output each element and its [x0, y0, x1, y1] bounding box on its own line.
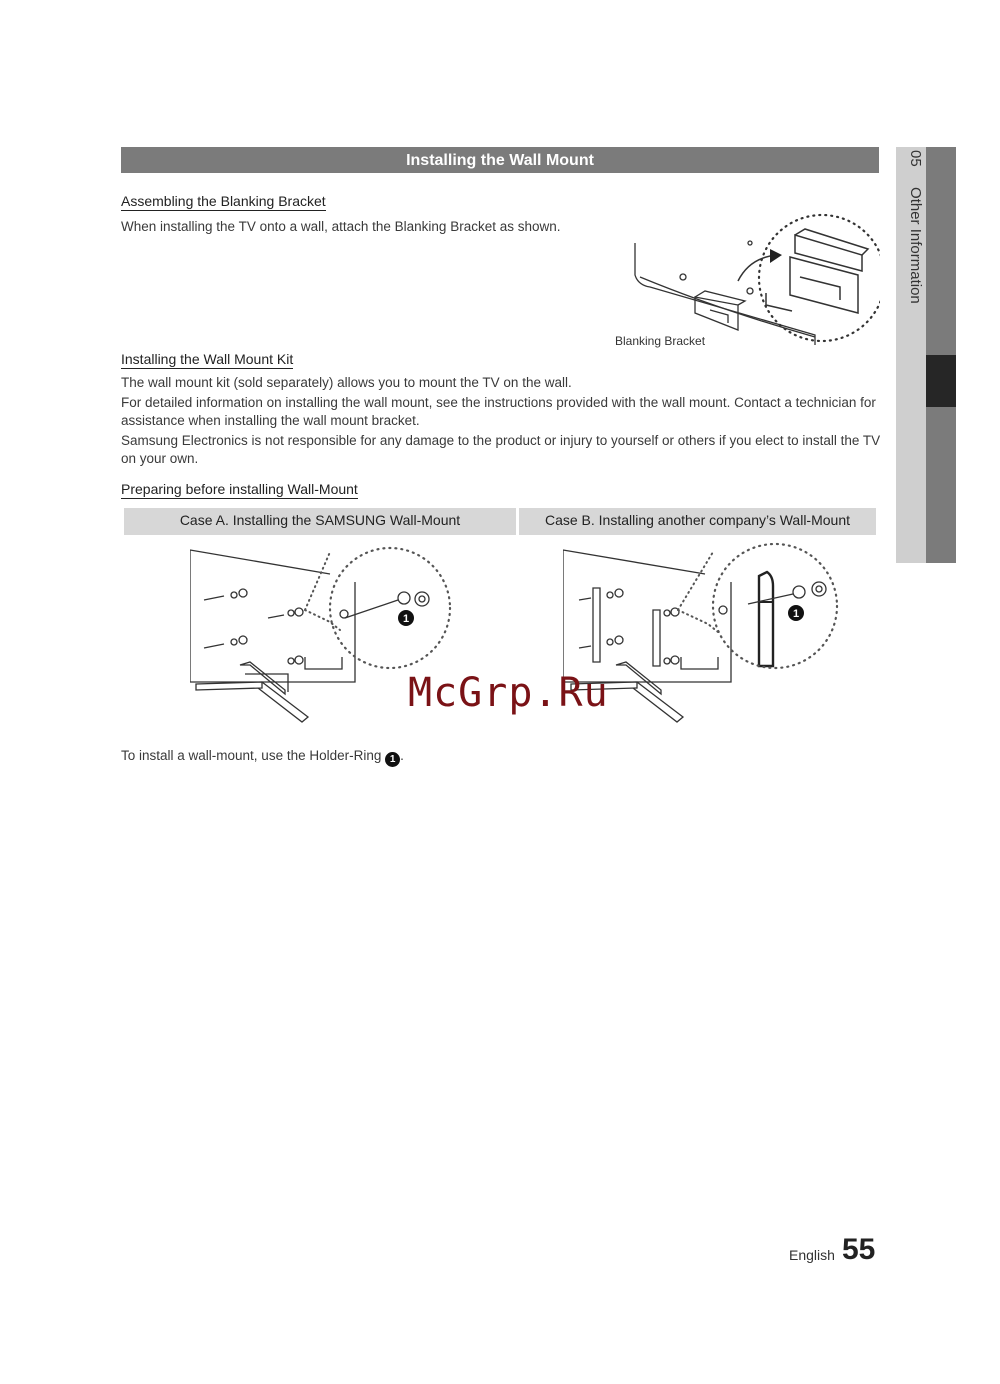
kit-paragraph-3: Samsung Electronics is not responsible for any damage to the product or injury to yourself or others if you elect to install the TV on your own. — [121, 433, 881, 466]
blanking-bracket-label: Blanking Bracket — [615, 334, 706, 348]
blanking-text: When installing the TV onto a wall, attach the Blanking Bracket as shown. — [121, 219, 561, 234]
watermark: McGrp.Ru — [408, 670, 609, 716]
heading-blanking-bracket: Assembling the Blanking Bracket — [121, 193, 326, 209]
kit-paragraph-1: The wall mount kit (sold separately) allows you to mount the TV on the wall. — [121, 375, 572, 390]
page-number: 55 — [842, 1233, 876, 1266]
marker-case-a: 1 — [402, 613, 410, 625]
chapter-title: Other Information — [907, 187, 924, 304]
case-a-header: Case A. Installing the SAMSUNG Wall-Mount — [124, 508, 516, 535]
holder-ring-note-period: . — [400, 748, 404, 763]
marker-case-b: 1 — [792, 608, 800, 620]
side-tab-label — [898, 150, 924, 350]
side-tab-marker — [926, 355, 956, 407]
chapter-number: 05 — [907, 150, 924, 167]
kit-paragraph-2: For detailed information on installing the wall mount, see the instructions provided with the wall mount. Contact a technician for assistance when installing the wall mount bracket. — [121, 395, 876, 428]
footer-language: English — [789, 1247, 835, 1263]
case-b-header: Case B. Installing another company’s Wall-Mount — [519, 508, 876, 535]
blanking-bracket-illustration — [610, 205, 880, 355]
heading-preparing: Preparing before installing Wall-Mount — [121, 481, 358, 497]
holder-ring-note-text: To install a wall-mount, use the Holder-Ring — [121, 748, 382, 763]
holder-ring-note — [121, 747, 404, 767]
heading-wall-mount-kit: Installing the Wall Mount Kit — [121, 351, 294, 367]
marker-note: 1 — [385, 752, 400, 767]
section-title: Installing the Wall Mount — [121, 147, 879, 173]
